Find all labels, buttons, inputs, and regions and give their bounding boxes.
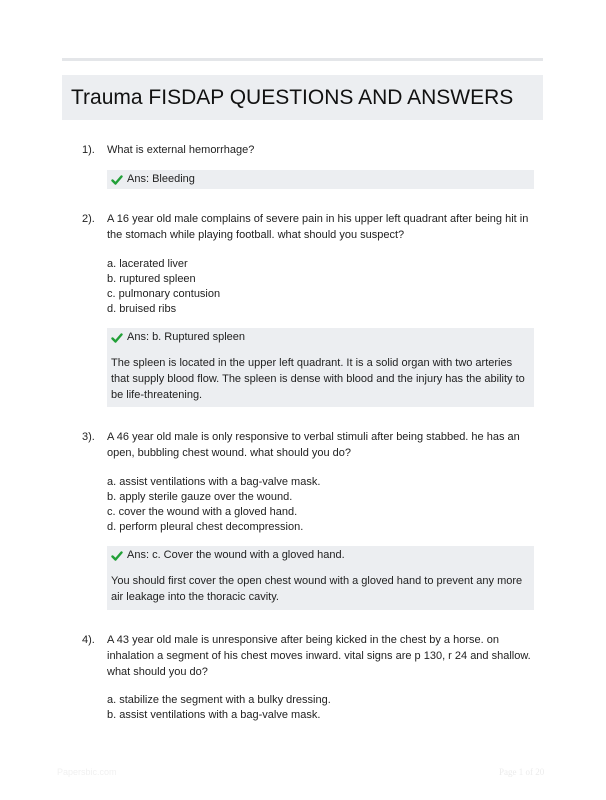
options-list xyxy=(107,693,331,723)
option-b: b. assist ventilations with a bag-valve mask. xyxy=(107,709,321,721)
footer-watermark: Papersbic.com xyxy=(57,767,117,777)
options-list xyxy=(107,475,320,535)
answer-box xyxy=(107,546,534,610)
page-number: Page 1 of 20 xyxy=(499,767,545,777)
answer-explanation: The spleen is located in the upper left quadrant. It is a solid organ with two arteries that supply blood flow. The spleen is dense with blood and the injury has the ability to be life-threatening. xyxy=(111,357,525,401)
answer-text: Ans: c. Cover the wound with a gloved hand. xyxy=(127,549,345,561)
question-number: 4). xyxy=(82,634,95,646)
option-a: a. assist ventilations with a bag-valve mask. xyxy=(107,476,321,488)
title-banner xyxy=(62,75,543,120)
answer-text: Ans: b. Ruptured spleen xyxy=(127,331,246,343)
option-d: d. perform pleural chest decompression. xyxy=(107,521,304,533)
check-icon xyxy=(111,174,123,186)
question-text: A 16 year old male complains of severe pain in his upper left quadrant after being hit in the stomach while playing football. what should you suspect? xyxy=(107,213,529,241)
check-icon xyxy=(111,550,123,562)
option-b: b. apply sterile gauze over the wound. xyxy=(107,491,293,503)
check-icon xyxy=(111,332,123,344)
option-b: b. ruptured spleen xyxy=(107,273,196,285)
option-a: a. lacerated liver xyxy=(107,258,188,270)
question-text: A 43 year old male is unresponsive after being kicked in the chest by a horse. on inhalation a segment of his chest moves inward. vital signs are p 130, r 24 and shallow. what should you do? xyxy=(107,634,531,678)
answer-text: Ans: Bleeding xyxy=(127,173,195,185)
question-number: 2). xyxy=(82,213,95,225)
answer-box xyxy=(107,328,534,407)
document-title: Trauma FISDAP QUESTIONS AND ANSWERS xyxy=(71,86,514,109)
top-divider xyxy=(62,58,543,61)
question-text: What is external hemorrhage? xyxy=(107,144,255,156)
question-number: 3). xyxy=(82,431,95,443)
option-c: c. cover the wound with a gloved hand. xyxy=(107,506,298,518)
answer-explanation: You should first cover the open chest wound with a gloved hand to prevent any more air leakage into the thoracic cavity. xyxy=(111,575,523,603)
answer-box xyxy=(107,170,534,189)
option-c: c. pulmonary contusion xyxy=(107,288,221,300)
option-a: a. stabilize the segment with a bulky dressing. xyxy=(107,694,331,706)
options-list xyxy=(107,257,220,317)
question-text: A 46 year old male is only responsive to verbal stimuli after being stabbed. he has an open, bubbling chest wound. what should you do? xyxy=(107,431,520,459)
question-number: 1). xyxy=(82,144,95,156)
option-d: d. bruised ribs xyxy=(107,303,177,315)
